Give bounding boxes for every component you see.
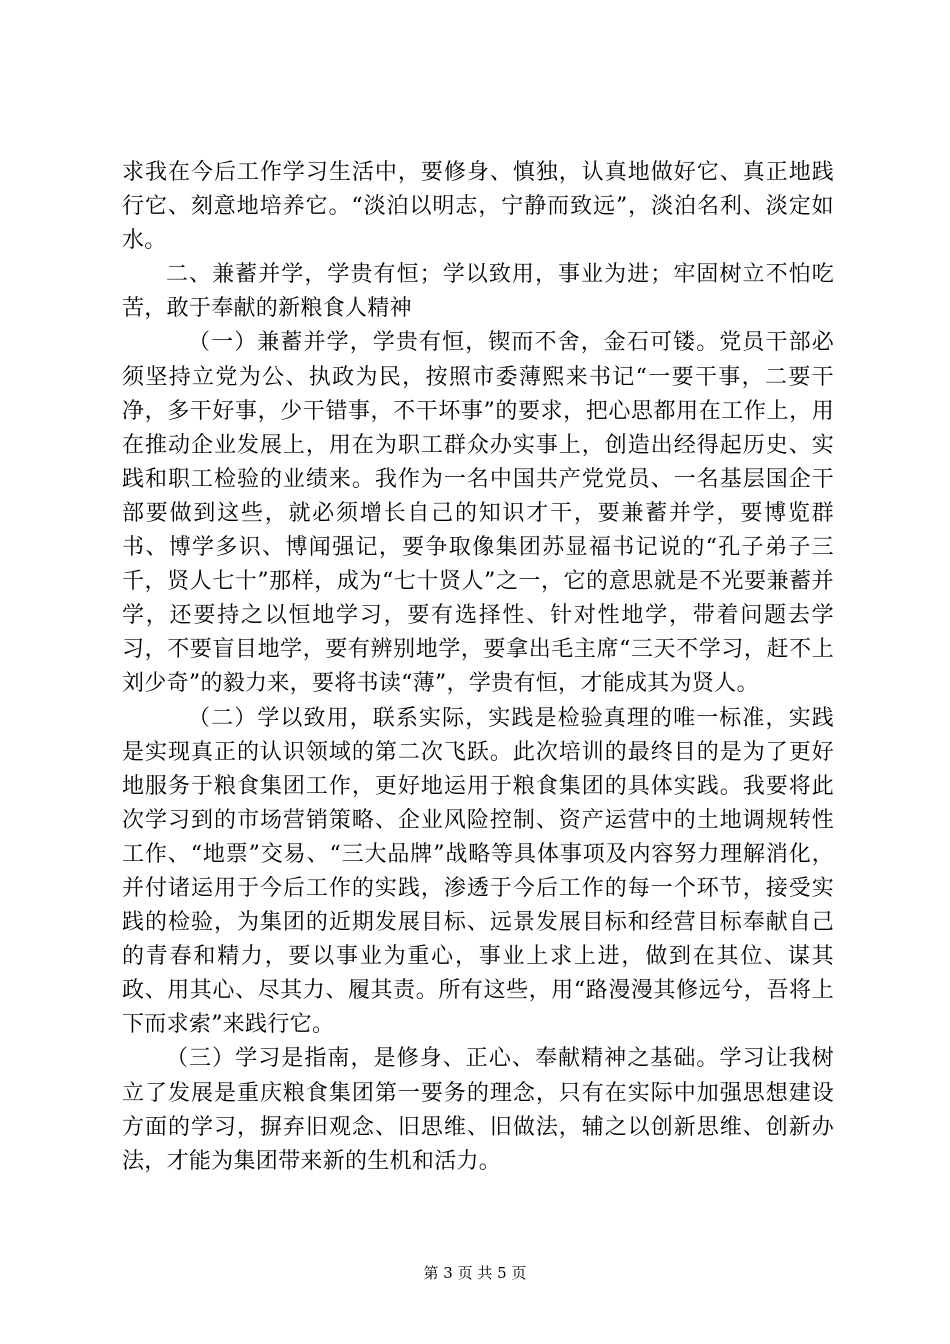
document-body	[122, 156, 834, 1179]
section-heading-two: 二、兼蓄并学，学贵有恒；学以致用，事业为进；牢固树立不怕吃苦，敢于奉献的新粮食人精神	[122, 262, 834, 322]
paragraph-item-two: （二）学以致用，联系实际，实践是检验真理的唯一标准，实践是实现真正的认识领域的第二次飞跃。此次培训的最终目的是为了更好地服务于粮食集团工作，更好地运用于粮食集团的具体实践。我要将此次学习到的市场营销策略、企业风险控制、资产运营中的土地调规转性工作、“地票”交易、“三大品牌”战略等具体事项及内容努力理解消化，并付诸运用于今后工作的实践，渗透于今后工作的每一个环节，接受实践的检验，为集团的近期发展目标、远景发展目标和经营目标奉献自己的青春和精力，要以事业为重心，事业上求上进，做到在其位、谋其政、用其心、尽其力、履其责。所有这些，用“路漫漫其修远兮，吾将上下而求索”来践行它。	[122, 705, 834, 1038]
page-number-footer: 第 3 页 共 5 页	[423, 1264, 527, 1282]
paragraph-item-three: （三）学习是指南，是修身、正心、奉献精神之基础。学习让我树立了发展是重庆粮食集团第一要务的理念，只有在实际中加强思想建设方面的学习，摒弃旧观念、旧思维、旧做法，辅之以创新思维、创新办法，才能为集团带来新的生机和活力。	[122, 1046, 834, 1174]
paragraph-item-one: （一）兼蓄并学，学贵有恒，锲而不舍，金石可镂。党员干部必须坚持立党为公、执政为民，按照市委薄熙来书记“一要干事，二要干净，多干好事，少干错事，不干坏事”的要求，把心思都用在工作上，用在推动企业发展上，用在为职工群众办实事上，创造出经得起历史、实践和职工检验的业绩来。我作为一名中国共产党党员、一名基层国企干部要做到这些，就必须增长自己的知识才干，要兼蓄并学，要博览群书、博学多识、博闻强记，要争取像集团苏显福书记说的“孔子弟子三千，贤人七十”那样，成为“七十贤人”之一，它的意思就是不光要兼蓄并学，还要持之以恒地学习，要有选择性、针对性地学，带着问题去学习，不要盲目地学，要有辨别地学，要拿出毛主席“三天不学习，赶不上刘少奇”的毅力来，要将书读“薄”，学贵有恒，才能成其为贤人。	[122, 330, 834, 697]
paragraph-continuation: 求我在今后工作学习生活中，要修身、慎独，认真地做好它、真正地践行它、刻意地培养它。“淡泊以明志，宁静而致远”，淡泊名利、淡定如水。	[122, 160, 834, 254]
